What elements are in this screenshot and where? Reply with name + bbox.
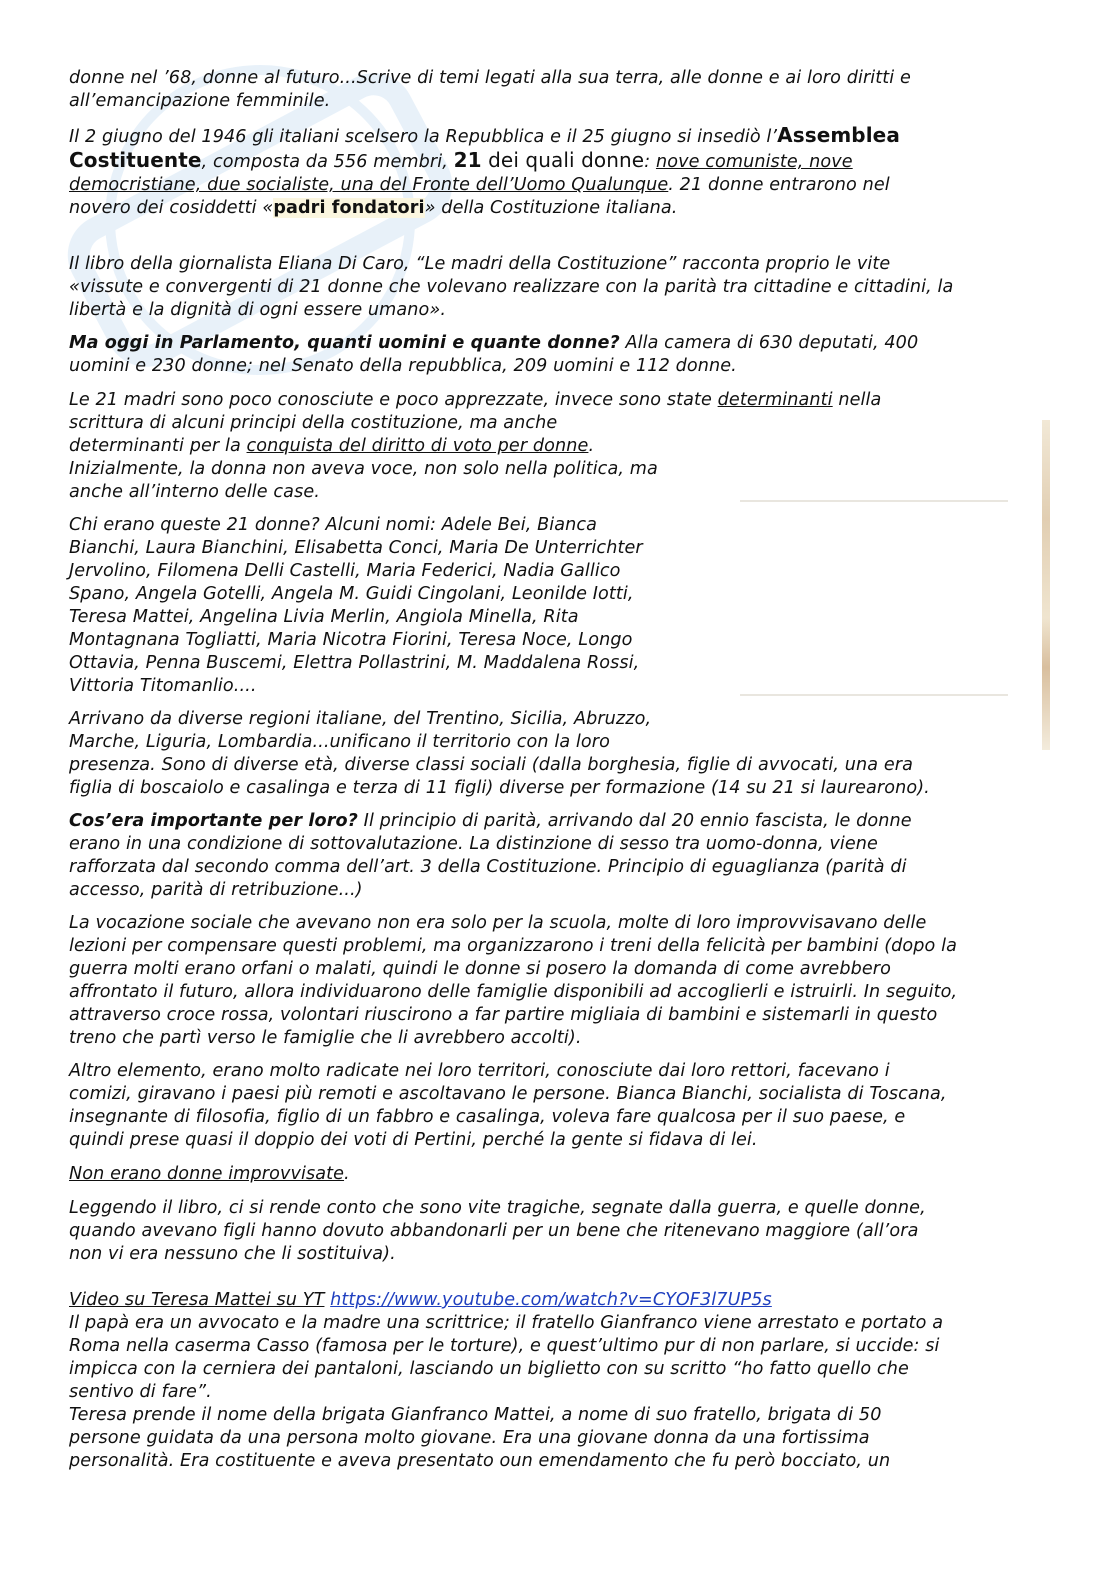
text-line: Bianchi, Laura Bianchini, Elisabetta Conci, Maria De Unterrichter <box>69 538 643 558</box>
text-line: personalità. Era costituente e aveva presentato oun emendamento che fu però bocciato, un <box>69 1451 891 1471</box>
text-line: Ottavia, Penna Buscemi, Elettra Pollastrini, M. Maddalena Rossi, <box>69 653 640 673</box>
text-line: treno che partì verso le famiglie che li avrebbero accolti). <box>69 1028 582 1048</box>
underlined-text: determinanti <box>717 390 833 410</box>
text-line: Inizialmente, la donna non aveva voce, non solo nella politica, ma <box>69 459 658 479</box>
text-line: accesso, parità di retribuzione...) <box>69 880 363 900</box>
underlined-text: nove comuniste, nove <box>655 152 853 172</box>
paragraph-libro <box>69 253 1059 322</box>
text-line: scrittura di alcuni principi della costituzione, ma anche <box>69 413 558 433</box>
text-line: figlia di boscaiolo e casalinga e terza di 11 figli) diverse per formazione (14 su 21 si laurearono). <box>69 778 930 798</box>
text-span: Il principio di parità, arrivando dal 20 ennio fascista, le donne <box>357 811 912 831</box>
text-line: Il libro della giornalista Eliana Di Caro, “Le madri della Costituzione” racconta proprio le vite <box>69 254 891 274</box>
youtube-link[interactable]: https://www.youtube.com/watch?v=CYOF3l7UP5s <box>330 1290 772 1310</box>
text-line: comizi, giravano i paesi più remoti e ascoltavano le persone. Bianca Bianchi, socialista di Toscana, <box>69 1084 947 1104</box>
text-line: Jervolino, Filomena Delli Castelli, Maria Federici, Nadia Gallico <box>69 561 621 581</box>
bold-question: Cos’era importante per loro? <box>69 811 358 831</box>
text-span: dei quali donne <box>481 148 645 172</box>
image-rule <box>740 694 1008 696</box>
paragraph-assemblea-costituente <box>69 124 1059 220</box>
text-line: libertà e la dignità di ogni essere umano». <box>69 300 447 320</box>
text-line: anche all’interno delle case. <box>69 482 320 502</box>
text-line: La vocazione sociale che avevano non era solo per la scuola, molte di loro improvvisavano delle <box>69 913 927 933</box>
text-line: lezioni per compensare questi problemi, ma organizzarono i treni della felicità per bambini (dopo la <box>69 936 957 956</box>
text-line: persone guidata da una persona molto giovane. Era una giovane donna da una fortissima <box>69 1428 870 1448</box>
bold-costituente: Costituente <box>69 148 202 172</box>
text-span: nella <box>832 390 882 410</box>
paragraph-nomi <box>69 514 729 698</box>
text-line: Teresa Mattei, Angelina Livia Merlin, Angiola Minella, Rita <box>69 607 579 627</box>
text-line: Roma nella caserma Casso (famosa per le torture), e quest’ultimo pur di non parlare, si uccide: si <box>69 1336 940 1356</box>
text-line: all’emancipazione femminile. <box>69 91 331 111</box>
text-span: Le 21 madri sono poco conosciute e poco apprezzate, invece sono state <box>69 390 718 410</box>
text-line: non vi era nessuno che li sostituiva). <box>69 1244 396 1264</box>
text-line: guerra molti erano orfani o malati, quindi le donne si posero la domanda di come avrebbero <box>69 959 891 979</box>
text-line: Arrivano da diverse regioni italiane, del Trentino, Sicilia, Abruzzo, <box>69 709 652 729</box>
paragraph-regioni <box>69 708 1059 800</box>
text-line: uomini e 230 donne; nel Senato della repubblica, 209 uomini e 112 donne. <box>69 356 737 376</box>
image-rule <box>740 500 1008 502</box>
text-line: Il papà era un avvocato e la madre una scrittrice; il fratello Gianfranco viene arrestato e portato a <box>69 1313 944 1333</box>
text-span: » della Costituzione italiana. <box>424 198 678 218</box>
underlined-text: Non erano donne improvvisate <box>69 1164 345 1184</box>
underlined-text: democristiane, due socialiste, una del Fronte dell’Uomo Qualunque <box>69 175 669 195</box>
text-span: : <box>644 152 656 172</box>
paragraph-teresa-mattei <box>69 1289 1059 1473</box>
text-line: Chi erano queste 21 donne? Alcuni nomi: Adele Bei, Bianca <box>69 515 598 535</box>
text-line: Altro elemento, erano molto radicate nei loro territori, conosciute dai loro rettori, facevano i <box>69 1061 890 1081</box>
text-span: Alla camera di 630 deputati, 400 <box>619 333 919 353</box>
text-span: . <box>588 436 595 456</box>
text-line: Spano, Angela Gotelli, Angela M. Guidi Cingolani, Leonilde Iotti, <box>69 584 634 604</box>
video-label: Video su Teresa Mattei su YT <box>69 1290 325 1310</box>
text-span: , composta da 556 membri, <box>201 152 454 172</box>
text-line: insegnante di filosofia, figlio di un fabbro e casalinga, voleva fare qualcosa per il suo paese, e <box>69 1107 906 1127</box>
paragraph-vocazione-sociale <box>69 912 1059 1050</box>
text-line: quindi prese quasi il doppio dei voti di Pertini, perché la gente si fidava di lei. <box>69 1130 758 1150</box>
bold-21: 21 <box>453 148 482 172</box>
text-line: quando avevano figli hanno dovuto abbandonarli per un bene che ritenevano maggiore (all’ora <box>69 1221 919 1241</box>
text-line: Vittoria Titomanlio.... <box>69 676 257 696</box>
paragraph-importante <box>69 810 1059 902</box>
text-span: novero dei cosiddetti « <box>69 198 274 218</box>
paragraph-leggendo <box>69 1197 1059 1266</box>
paragraph-non-improvvisate <box>69 1163 1059 1186</box>
text-line: donne nel ’68, donne al futuro...Scrive di temi legati alla sua terra, alle donne e ai loro diritti e <box>69 68 911 88</box>
text-line: Marche, Liguria, Lombardia...unificano il territorio con la loro <box>69 732 610 752</box>
text-line: Leggendo il libro, ci si rende conto che sono vite tragiche, segnate dalla guerra, e quelle donne, <box>69 1198 926 1218</box>
faded-image <box>740 420 1050 750</box>
text-line: sentivo di fare”. <box>69 1382 212 1402</box>
bold-question: Ma oggi in Parlamento, quanti uomini e quante donne? <box>69 333 620 353</box>
paragraph-intro-continued <box>69 67 1059 113</box>
bold-assemblea: Assemblea <box>777 123 900 147</box>
text-line: impicca con la cerniera dei pantaloni, lasciando un biglietto con su scritto “ho fatto quello che <box>69 1359 909 1379</box>
text-line: «vissute e convergenti di 21 donne che volevano realizzare con la parità tra cittadine e cittadini, la <box>69 277 954 297</box>
text-span: . 21 donne entrarono nel <box>668 175 890 195</box>
paragraph-altro-elemento <box>69 1060 1059 1152</box>
text-span: determinanti per la <box>69 436 247 456</box>
text-line: affrontato il futuro, allora individuarono delle famiglie disponibili ad accoglierli e istruirli. In seguito, <box>69 982 958 1002</box>
text-line: attraverso croce rossa, volontari riuscirono a far partire migliaia di bambini e sistemarli in questo <box>69 1005 938 1025</box>
text-line: Montagnana Togliatti, Maria Nicotra Fiorini, Teresa Noce, Longo <box>69 630 633 650</box>
paragraph-parlamento <box>69 332 1059 378</box>
bold-padri-fondatori: padri fondatori <box>273 198 425 218</box>
underlined-text: conquista del diritto di voto per donne <box>246 436 589 456</box>
text-line: Teresa prende il nome della brigata Gianfranco Mattei, a nome di suo fratello, brigata di 50 <box>69 1405 882 1425</box>
text-span: Il 2 giugno del 1946 gli italiani scelsero la Repubblica e il 25 giugno si insediò l’ <box>69 127 778 147</box>
image-edge <box>1042 420 1050 750</box>
text-span: . <box>344 1164 350 1184</box>
text-line: presenza. Sono di diverse età, diverse classi sociali (dalla borghesia, figlie di avvocati, una era <box>69 755 913 775</box>
text-line: rafforzata dal secondo comma dell’art. 3 della Costituzione. Principio di eguaglianza (parità di <box>69 857 907 877</box>
text-line: erano in una condizione di sottovalutazione. La distinzione di sesso tra uomo-donna, viene <box>69 834 878 854</box>
